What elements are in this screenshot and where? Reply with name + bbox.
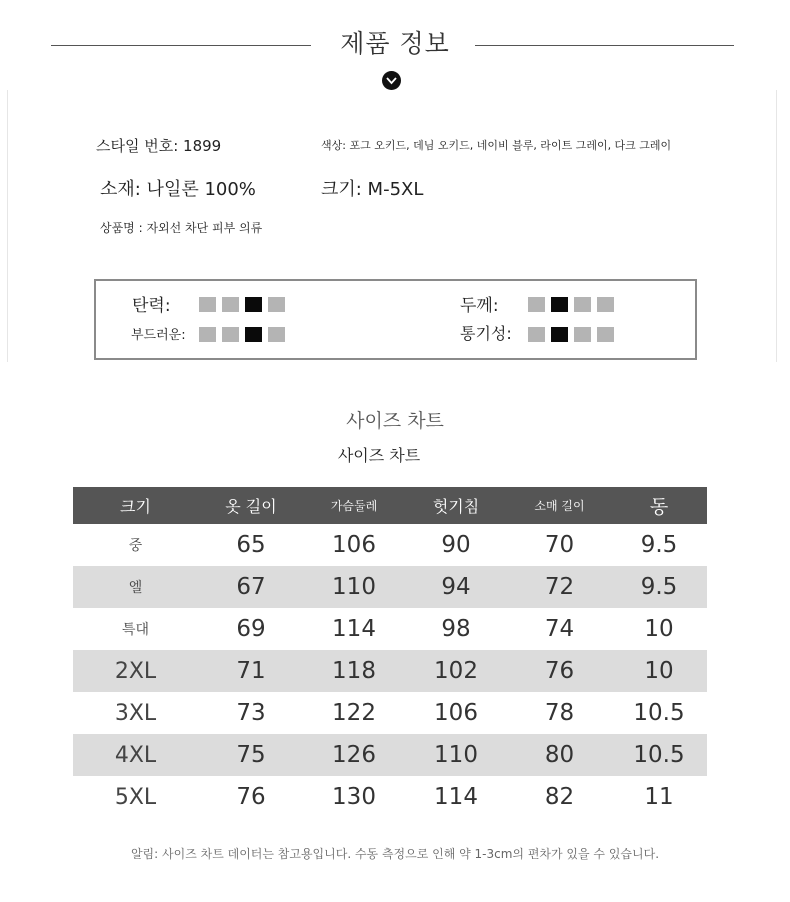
sleeve-cell: 76 [508, 650, 611, 692]
chest-cell: 114 [332, 616, 376, 642]
cuff-cell: 10.5 [633, 700, 685, 726]
rating-square [574, 297, 591, 312]
length-cell: 71 [198, 650, 304, 692]
rating-square [268, 327, 285, 342]
rating-square [222, 327, 239, 342]
cuff-cell: 10 [644, 616, 674, 642]
chest-cell: 122 [332, 700, 376, 726]
size-chart-title: 사이즈 차트 [346, 410, 444, 432]
header-cuff: 동 [611, 487, 707, 524]
hem-cell: 110 [404, 734, 508, 776]
size-chart-subtitle: 사이즈 차트 [337, 446, 421, 465]
panel-border-left [7, 90, 8, 362]
length-cell: 73 [236, 700, 266, 726]
rating-square [574, 327, 591, 342]
rating-square [245, 327, 262, 342]
hem-cell: 102 [404, 650, 508, 692]
rating-square [245, 297, 262, 312]
property-label-thickness: 두께: [460, 296, 499, 316]
color-options: 색상: 포그 오키드, 데님 오키드, 네이비 블루, 라이트 그레이, 다크 그레이 [321, 139, 672, 152]
cuff-cell: 9.5 [611, 566, 707, 608]
table-row [73, 734, 707, 776]
style-number: 스타일 번호: 1899 [96, 137, 222, 155]
hem-cell: 94 [404, 566, 508, 608]
rating-square [199, 297, 216, 312]
sleeve-cell: 80 [508, 734, 611, 776]
table-row [73, 608, 707, 650]
length-cell: 67 [198, 566, 304, 608]
rating-square [551, 327, 568, 342]
header-hem: 헛기침 [404, 487, 508, 524]
chest-cell: 130 [332, 784, 376, 810]
rating-square [268, 297, 285, 312]
chest-cell: 110 [304, 566, 404, 608]
hem-cell: 114 [434, 784, 478, 810]
rating-square [222, 297, 239, 312]
cuff-cell: 11 [644, 784, 674, 810]
sleeve-cell: 72 [508, 566, 611, 608]
rating-square [597, 327, 614, 342]
chest-cell: 106 [332, 532, 376, 558]
hem-cell: 106 [434, 700, 478, 726]
cuff-cell: 10 [611, 650, 707, 692]
table-row [73, 650, 707, 692]
length-cell: 65 [236, 532, 266, 558]
cuff-cell: 10.5 [611, 734, 707, 776]
length-cell: 76 [236, 784, 266, 810]
table-row [73, 692, 707, 734]
size-cell: 5XL [114, 784, 157, 810]
size-table [73, 487, 707, 818]
property-label-softness: 부드러운: [131, 328, 186, 343]
table-row [73, 776, 707, 818]
table-row [73, 524, 707, 566]
length-cell: 75 [198, 734, 304, 776]
sleeve-cell: 70 [544, 532, 575, 558]
sleeve-cell: 74 [544, 616, 575, 642]
header-length: 옷 길이 [198, 487, 304, 524]
properties-box [94, 279, 697, 360]
size-cell: 4XL [73, 734, 198, 776]
sleeve-cell: 78 [544, 700, 575, 726]
cuff-cell: 9.5 [640, 532, 678, 558]
length-cell: 69 [236, 616, 266, 642]
chevron-down-icon [382, 71, 401, 90]
product-name: 상품명 : 자외선 차단 피부 의류 [100, 221, 263, 235]
size-cell: 3XL [114, 700, 157, 726]
property-label-breathability: 통기성: [460, 324, 512, 343]
sleeve-cell: 82 [544, 784, 575, 810]
panel-border-right [776, 90, 777, 362]
hem-cell: 98 [441, 616, 471, 642]
size-cell: 엘 [73, 566, 198, 608]
header-sleeve: 소매 길이 [508, 487, 611, 524]
table-row [73, 566, 707, 608]
chest-cell: 118 [304, 650, 404, 692]
property-label-elasticity: 탄력: [132, 296, 171, 316]
rating-square [199, 327, 216, 342]
material: 소재: 나일론 100% [100, 179, 256, 200]
hem-cell: 90 [441, 532, 471, 558]
rating-square [551, 297, 568, 312]
size-cell: 특대 [121, 622, 150, 638]
size-cell: 중 [128, 538, 143, 554]
size-range: 크기: M-5XL [321, 179, 424, 200]
size-cell: 2XL [73, 650, 198, 692]
chest-cell: 126 [304, 734, 404, 776]
section-title: 제품 정보 [340, 29, 450, 58]
header-size: 크기 [73, 487, 198, 524]
size-table-header [73, 487, 707, 524]
rating-square [528, 297, 545, 312]
measurement-note: 알림: 사이즈 차트 데이터는 참고용입니다. 수동 측정으로 인해 약 1-3cm의 편차가 있을 수 있습니다. [130, 847, 660, 861]
rating-square [528, 327, 545, 342]
header-chest: 가슴둘레 [304, 487, 404, 524]
rating-square [597, 297, 614, 312]
